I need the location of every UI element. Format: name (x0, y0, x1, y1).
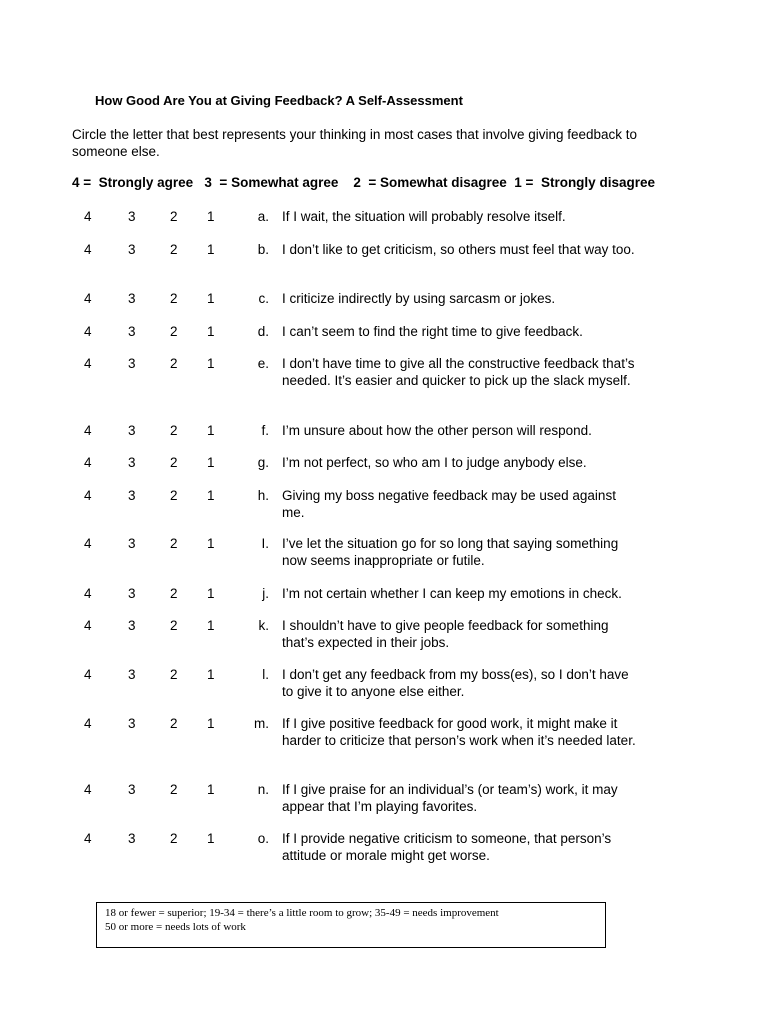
rating-option-2[interactable]: 2 (170, 716, 178, 731)
scoring-line-2: 50 or more = needs lots of work (105, 920, 246, 933)
rating-option-3[interactable]: 3 (128, 455, 136, 470)
item-statement: If I give praise for an individual’s (or team’s) work, it may appear that I’m playing favorites. (282, 782, 618, 814)
rating-option-3[interactable]: 3 (128, 618, 136, 633)
rating-option-4[interactable]: 4 (84, 356, 92, 371)
item-letter: h. (257, 488, 269, 503)
rating-option-2[interactable]: 2 (170, 209, 178, 224)
rating-option-1[interactable]: 1 (207, 242, 215, 257)
rating-option-1[interactable]: 1 (207, 324, 215, 339)
rating-option-1[interactable]: 1 (207, 782, 215, 797)
rating-option-3[interactable]: 3 (128, 782, 136, 797)
rating-option-3[interactable]: 3 (128, 831, 136, 846)
item-statement: If I give positive feedback for good work, it might make it harder to criticize that person’s work when it’s needed later. (282, 716, 636, 748)
item-letter: f. (261, 423, 269, 438)
rating-option-1[interactable]: 1 (207, 618, 215, 633)
item-letter: e. (257, 356, 269, 371)
rating-option-1[interactable]: 1 (207, 291, 215, 306)
item-statement: Giving my boss negative feedback may be used against me. (282, 488, 616, 520)
rating-option-3[interactable]: 3 (128, 667, 136, 682)
rating-option-4[interactable]: 4 (84, 488, 92, 503)
rating-option-4[interactable]: 4 (84, 716, 92, 731)
rating-option-1[interactable]: 1 (207, 455, 215, 470)
rating-option-4[interactable]: 4 (84, 423, 92, 438)
rating-option-3[interactable]: 3 (128, 209, 136, 224)
rating-option-2[interactable]: 2 (170, 291, 178, 306)
item-statement: I’m not perfect, so who am I to judge anybody else. (282, 455, 587, 470)
rating-option-3[interactable]: 3 (128, 291, 136, 306)
item-letter: o. (257, 831, 269, 846)
rating-option-1[interactable]: 1 (207, 356, 215, 371)
rating-option-2[interactable]: 2 (170, 242, 178, 257)
item-letter: b. (257, 242, 269, 257)
page-title: How Good Are You at Giving Feedback? A Self-Assessment (95, 93, 463, 108)
rating-option-3[interactable]: 3 (128, 716, 136, 731)
rating-option-3[interactable]: 3 (128, 242, 136, 257)
rating-option-2[interactable]: 2 (170, 488, 178, 503)
rating-option-4[interactable]: 4 (84, 831, 92, 846)
rating-option-1[interactable]: 1 (207, 716, 215, 731)
item-letter: j. (262, 586, 269, 601)
rating-option-4[interactable]: 4 (84, 782, 92, 797)
rating-option-2[interactable]: 2 (170, 831, 178, 846)
rating-option-2[interactable]: 2 (170, 324, 178, 339)
item-letter: m. (254, 716, 269, 731)
rating-option-1[interactable]: 1 (207, 667, 215, 682)
rating-option-2[interactable]: 2 (170, 536, 178, 551)
rating-option-2[interactable]: 2 (170, 667, 178, 682)
rating-option-4[interactable]: 4 (84, 242, 92, 257)
rating-option-2[interactable]: 2 (170, 782, 178, 797)
rating-option-1[interactable]: 1 (207, 536, 215, 551)
rating-option-2[interactable]: 2 (170, 618, 178, 633)
item-statement: I don’t get any feedback from my boss(es), so I don’t have to give it to anyone else either. (282, 667, 629, 699)
rating-option-2[interactable]: 2 (170, 356, 178, 371)
item-statement: I’ve let the situation go for so long that saying something now seems inappropriate or futile. (282, 536, 619, 568)
scoring-key-box (96, 902, 606, 948)
item-letter: d. (257, 324, 269, 339)
instructions-text: Circle the letter that best represents your thinking in most cases that involve giving feedback to someone else. (72, 127, 638, 159)
rating-option-2[interactable]: 2 (170, 423, 178, 438)
rating-option-1[interactable]: 1 (207, 831, 215, 846)
item-letter: l. (262, 667, 269, 682)
item-letter: n. (257, 782, 269, 797)
item-statement: If I wait, the situation will probably resolve itself. (282, 209, 566, 224)
item-statement: I shouldn’t have to give people feedback for something that’s expected in their jobs. (282, 618, 609, 650)
rating-option-1[interactable]: 1 (207, 209, 215, 224)
rating-option-3[interactable]: 3 (128, 324, 136, 339)
item-statement: I don’t like to get criticism, so others must feel that way too. (282, 242, 635, 257)
rating-scale-legend: 4 = Strongly agree 3 = Somewhat agree 2 = Somewhat disagree 1 = Strongly disagree (72, 175, 655, 190)
rating-option-4[interactable]: 4 (84, 455, 92, 470)
item-statement: If I provide negative criticism to someone, that person’s attitude or morale might get worse. (282, 831, 612, 863)
item-letter: I. (261, 536, 269, 551)
item-statement: I criticize indirectly by using sarcasm or jokes. (282, 291, 556, 306)
item-statement: I can’t seem to find the right time to give feedback. (282, 324, 583, 339)
item-letter: c. (258, 291, 269, 306)
item-letter: k. (258, 618, 269, 633)
item-statement: I’m unsure about how the other person will respond. (282, 423, 592, 438)
rating-option-1[interactable]: 1 (207, 423, 215, 438)
rating-option-4[interactable]: 4 (84, 586, 92, 601)
item-letter: a. (257, 209, 269, 224)
rating-option-3[interactable]: 3 (128, 586, 136, 601)
rating-option-1[interactable]: 1 (207, 488, 215, 503)
rating-option-4[interactable]: 4 (84, 324, 92, 339)
item-letter: g. (257, 455, 269, 470)
rating-option-4[interactable]: 4 (84, 291, 92, 306)
rating-option-1[interactable]: 1 (207, 586, 215, 601)
rating-option-2[interactable]: 2 (170, 455, 178, 470)
rating-option-2[interactable]: 2 (170, 586, 178, 601)
rating-option-4[interactable]: 4 (84, 667, 92, 682)
rating-option-4[interactable]: 4 (84, 618, 92, 633)
rating-option-3[interactable]: 3 (128, 356, 136, 371)
rating-option-3[interactable]: 3 (128, 536, 136, 551)
item-statement: I’m not certain whether I can keep my emotions in check. (282, 586, 622, 601)
rating-option-4[interactable]: 4 (84, 536, 92, 551)
rating-option-3[interactable]: 3 (128, 423, 136, 438)
item-statement: I don’t have time to give all the constructive feedback that’s needed. It’s easier and quicker to pick up the slack myself. (282, 356, 635, 388)
rating-option-4[interactable]: 4 (84, 209, 92, 224)
rating-option-3[interactable]: 3 (128, 488, 136, 503)
scoring-line-1: 18 or fewer = superior; 19-34 = there’s a little room to grow; 35-49 = needs improvement (105, 907, 499, 919)
